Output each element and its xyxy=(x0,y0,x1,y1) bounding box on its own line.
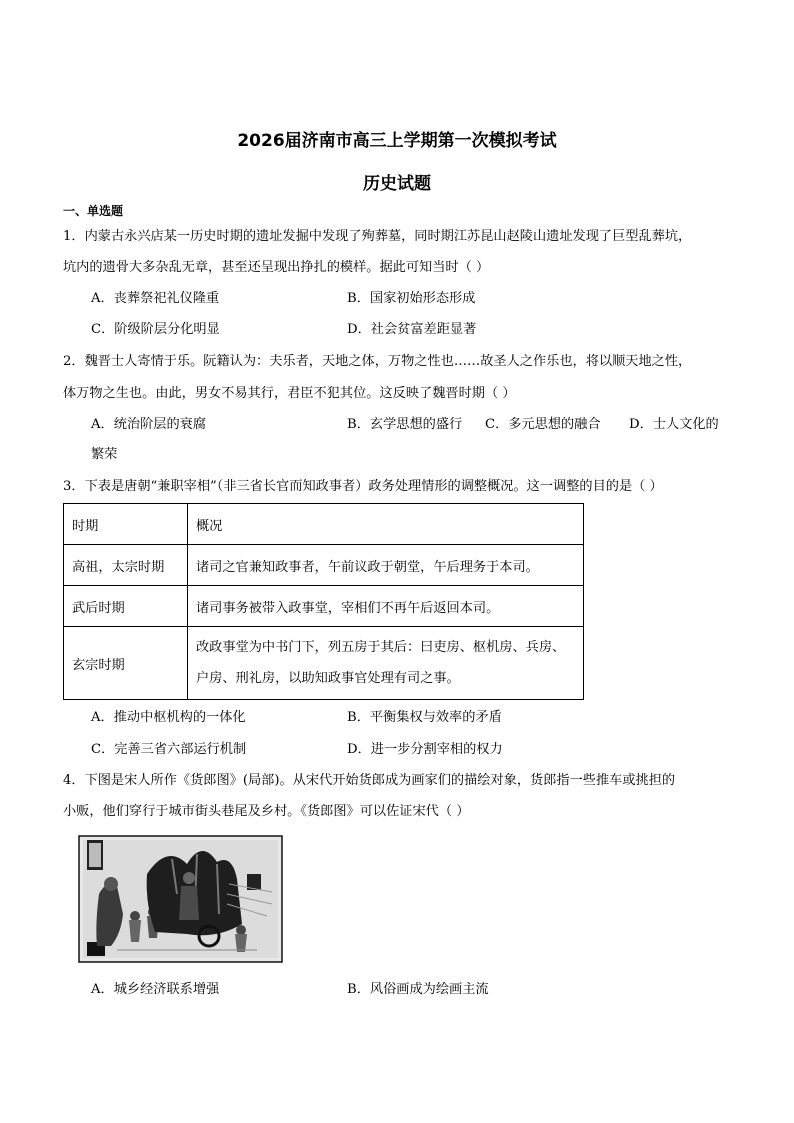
table-header-row xyxy=(64,504,584,545)
exam-title: 2026届济南市高三上学期第一次模拟考试 xyxy=(237,131,557,151)
question-1-option-a: A．丧葬祭祀礼仪隆重 xyxy=(91,291,220,306)
exam-subtitle: 历史试题 xyxy=(363,174,431,194)
question-1-option-d: D．社会贫富差距显著 xyxy=(347,322,477,337)
question-4-line-2: 小贩，他们穿行于城市街头巷尾及乡村。《货郎图》可以佐证宋代（ ） xyxy=(63,804,470,819)
table-cell-summary-line: 户房、刑礼房，以助知政事官处理有司之事。 xyxy=(196,671,460,686)
question-1-line-2: 坑内的遗骨大多杂乱无章，甚至还呈现出挣扎的模样。据此可知当时（ ） xyxy=(63,260,490,275)
table-row xyxy=(64,586,584,627)
question-3-option-a: A．推动中枢机构的一体化 xyxy=(91,710,246,725)
question-3-option-d: D．进一步分割宰相的权力 xyxy=(347,742,503,757)
table-header-period: 时期 xyxy=(64,504,188,545)
table-row xyxy=(64,545,584,586)
table-cell-summary-line: 诸司事务被带入政事堂，宰相们不再午后返回本司。 xyxy=(196,600,500,616)
question-2-option-a: A．统治阶层的衰腐 xyxy=(91,417,207,432)
question-3-line-1: 3．下表是唐朝“兼职宰相”（非三省长官而知政事者）政务处理情形的调整概况。这一调整的目的是（ ） xyxy=(63,479,663,494)
question-1-option-c: C．阶级阶层分化明显 xyxy=(91,322,220,337)
table-cell-summary xyxy=(188,627,584,700)
question-2-option-c: C．多元思想的融合 xyxy=(485,417,601,432)
table-cell-period: 武后时期 xyxy=(64,586,188,627)
table-header-summary: 概况 xyxy=(188,504,584,545)
question-2-option-d: D．士人文化的 xyxy=(629,417,719,432)
question-1-line-1: 1．内蒙古永兴店某一历史时期的遗址发掘中发现了殉葬墓，同时期江苏昆山赵陵山遗址发现了巨型乱葬坑， xyxy=(63,229,692,244)
question-3-option-b: B．平衡集权与效率的矛盾 xyxy=(347,710,502,725)
question-4-line-1: 4．下图是宋人所作《货郎图》(局部)。从宋代开始货郎成为画家们的描绘对象，货郎指一些推车或挑担的 xyxy=(63,773,676,788)
question-2-line-2: 体万物之生也。由此，男女不易其行，君臣不犯其位。这反映了魏晋时期（ ） xyxy=(63,386,516,401)
question-2-line-1: 2．魏晋士人寄情于乐。阮籍认为：夫乐者，天地之体，万物之性也……故圣人之作乐也，将以顺天地之性， xyxy=(63,354,692,369)
table-cell-summary-line: 诸司之官兼知政事者，午前议政于朝堂，午后理务于本司。 xyxy=(196,559,539,575)
table-cell-summary xyxy=(188,586,584,627)
section-heading: 一、单选题 xyxy=(63,204,124,218)
painting-illustration xyxy=(77,834,284,964)
question-2-option-d-continued: 繁荣 xyxy=(91,447,118,462)
question-3-table xyxy=(63,503,584,700)
huolang-painting-image xyxy=(77,834,284,964)
table-cell-summary-line: 改政事堂为中书门下，列五房于其后：曰吏房、枢机房、兵房、 xyxy=(196,640,566,655)
question-1-option-b: B．国家初始形态形成 xyxy=(347,291,476,306)
table-cell-period: 玄宗时期 xyxy=(64,627,188,700)
question-4-option-b: B．风俗画成为绘画主流 xyxy=(347,982,489,997)
table-cell-summary xyxy=(188,545,584,586)
question-2-option-b: B．玄学思想的盛行 xyxy=(347,417,463,432)
table-row xyxy=(64,627,584,700)
question-3-option-c: C．完善三省六部运行机制 xyxy=(91,742,247,757)
question-4-option-a: A．城乡经济联系增强 xyxy=(91,982,220,997)
table-cell-period: 高祖，太宗时期 xyxy=(64,545,188,586)
